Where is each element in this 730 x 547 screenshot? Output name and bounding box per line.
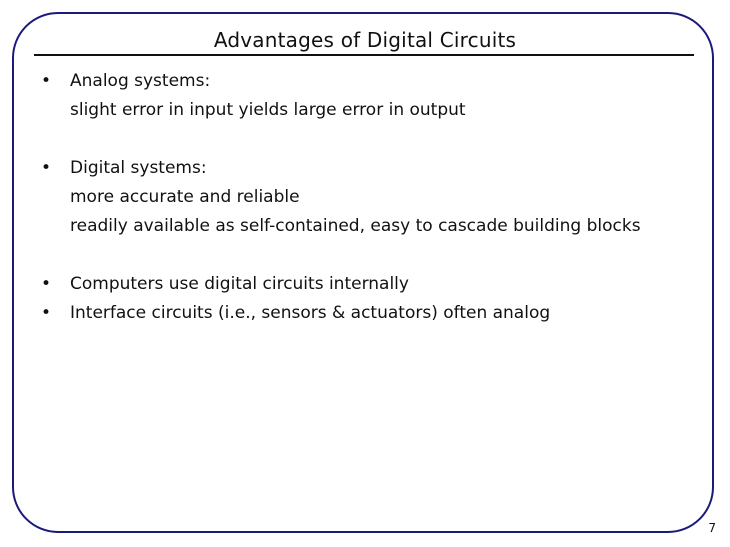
bullet-icon: • [41,71,52,91]
bullet-item-analog-systems [32,67,702,96]
bullet-icon: • [41,158,52,178]
spacer [32,241,702,270]
bullet-item-interface-circuits [32,299,702,328]
bullet-text: Digital systems: [70,158,207,178]
slide-title: Advantages of Digital Circuits [213,28,517,52]
title-underline [34,54,694,56]
sub-item: slight error in input yields large error in output [70,100,466,120]
bullet-text: Analog systems: [70,71,211,91]
page-number: 7 [708,521,716,535]
spacer [32,125,702,154]
sub-item: more accurate and reliable [70,187,300,207]
bullet-item-computers [32,270,702,299]
bullet-icon: • [41,303,52,323]
bullet-icon: • [41,274,52,294]
slide-content [32,67,702,328]
bullet-text: Computers use digital circuits internally [70,274,409,294]
sub-item: readily available as self-contained, easy to cascade building blocks [70,216,641,236]
bullet-text: Interface circuits (i.e., sensors & actuators) often analog [70,303,551,323]
bullet-item-digital-systems [32,154,702,183]
